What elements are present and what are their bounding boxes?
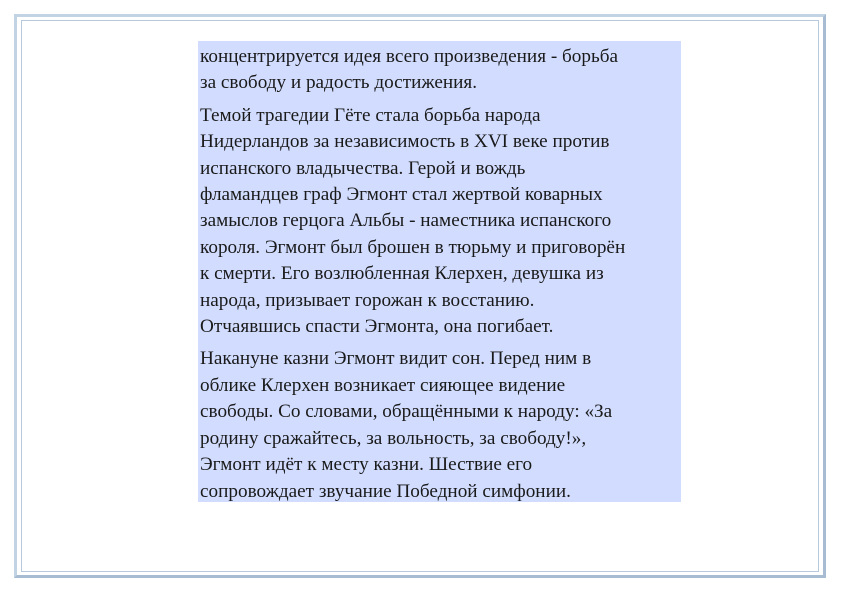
paragraph-tragedy-theme: Темой трагедии Гёте стала борьба народа Нидерландов за независимость в XVI веке против испанского владычества. Герой и вождь фламандцев граф Эгмонт стал жертвой коварных замыслов герцога Альбы - наместника испанского короля. Эгмонт был брошен в тюрьму и приговорён к смерти. Его возлюбленная Клерхен, девушка из народа, призывает горожан к восстанию. Отчаявшись спасти Эгмонта, она погибает.: [200, 104, 626, 338]
paragraph-egmont-dream: Накануне казни Эгмонт видит сон. Перед ним в облике Клерхен возникает сияющее видение свободы. Со словами, обращёнными к народу: «За родину сражайтесь, за вольность, за свободу!», Эгмонт идёт к месту казни. Шествие его сопровождает звучание Победной симфонии.: [200, 348, 613, 502]
highlighted-text-block: [198, 41, 681, 502]
paragraph-intro: концентрируется идея всего произведения - борьба за свободу и радость достижения.: [200, 46, 618, 94]
